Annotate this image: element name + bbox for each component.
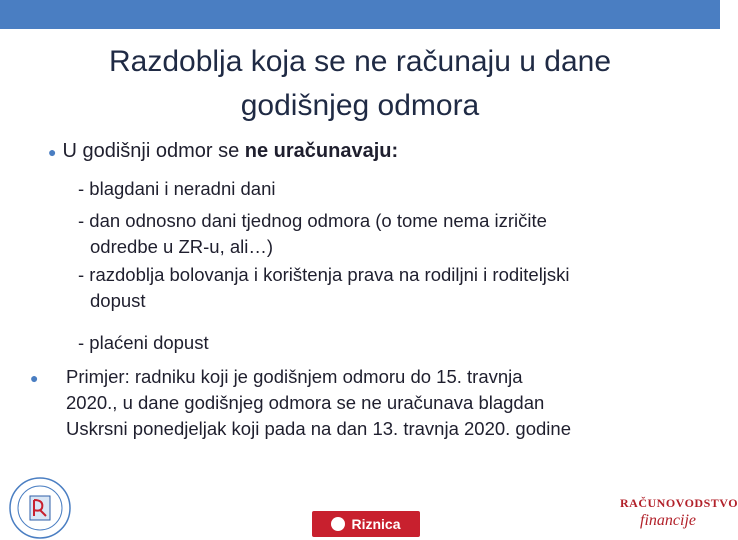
top-accent-bar <box>0 0 720 29</box>
example-text <box>66 364 656 442</box>
example-line-1: Primjer: radniku koji je godišnjem odmoru do 15. travnja <box>66 366 523 387</box>
racunovodstvo-logo-line-1: RAČUNOVODSTVO <box>620 496 738 510</box>
racunovodstvo-logo-line-2: financije <box>640 512 696 529</box>
riznica-emblem-icon <box>331 517 345 531</box>
list-item-line-2: dopust <box>90 290 146 311</box>
example-bullet <box>30 364 650 439</box>
slide-title <box>60 40 660 128</box>
list-item <box>78 208 698 260</box>
list-item-line-1: - dan odnosno dani tjednog odmora (o tome nema izričite <box>78 210 547 231</box>
main-bullet-text: U godišnji odmor se <box>62 140 245 162</box>
list-item-line-1: - razdoblja bolovanja i korištenja prava na rodiljni i roditeljski <box>78 264 570 285</box>
example-line-3: Uskrsni ponedjeljak koji pada na dan 13. travnja 2020. godine <box>66 418 571 439</box>
list-item-line-2: odredbe u ZR-u, ali…) <box>90 236 274 257</box>
seal-logo <box>4 472 74 538</box>
main-bullet-bold: ne uračunavaju: <box>244 140 399 162</box>
list-item <box>78 262 698 314</box>
list-item <box>78 176 698 202</box>
riznica-logo-text: Riznica <box>351 516 401 532</box>
slide-title-line-2: godišnjeg odmora <box>240 89 480 122</box>
slide-title-line-1: Razdoblja koja se ne računaju u dane <box>108 45 612 78</box>
list-item <box>78 330 698 356</box>
racunovodstvo-logo <box>620 496 738 540</box>
bullet-dot-icon: ● <box>30 370 39 387</box>
example-line-2: 2020., u dane godišnjeg odmora se ne uračunava blagdan <box>66 392 545 413</box>
list-item-line-1: - blagdani i neradni dani <box>78 178 276 199</box>
riznica-logo <box>312 511 420 537</box>
main-bullet <box>48 137 688 166</box>
list-item-line-1: - plaćeni dopust <box>78 332 209 353</box>
bullet-dot-icon: ● <box>48 143 57 160</box>
